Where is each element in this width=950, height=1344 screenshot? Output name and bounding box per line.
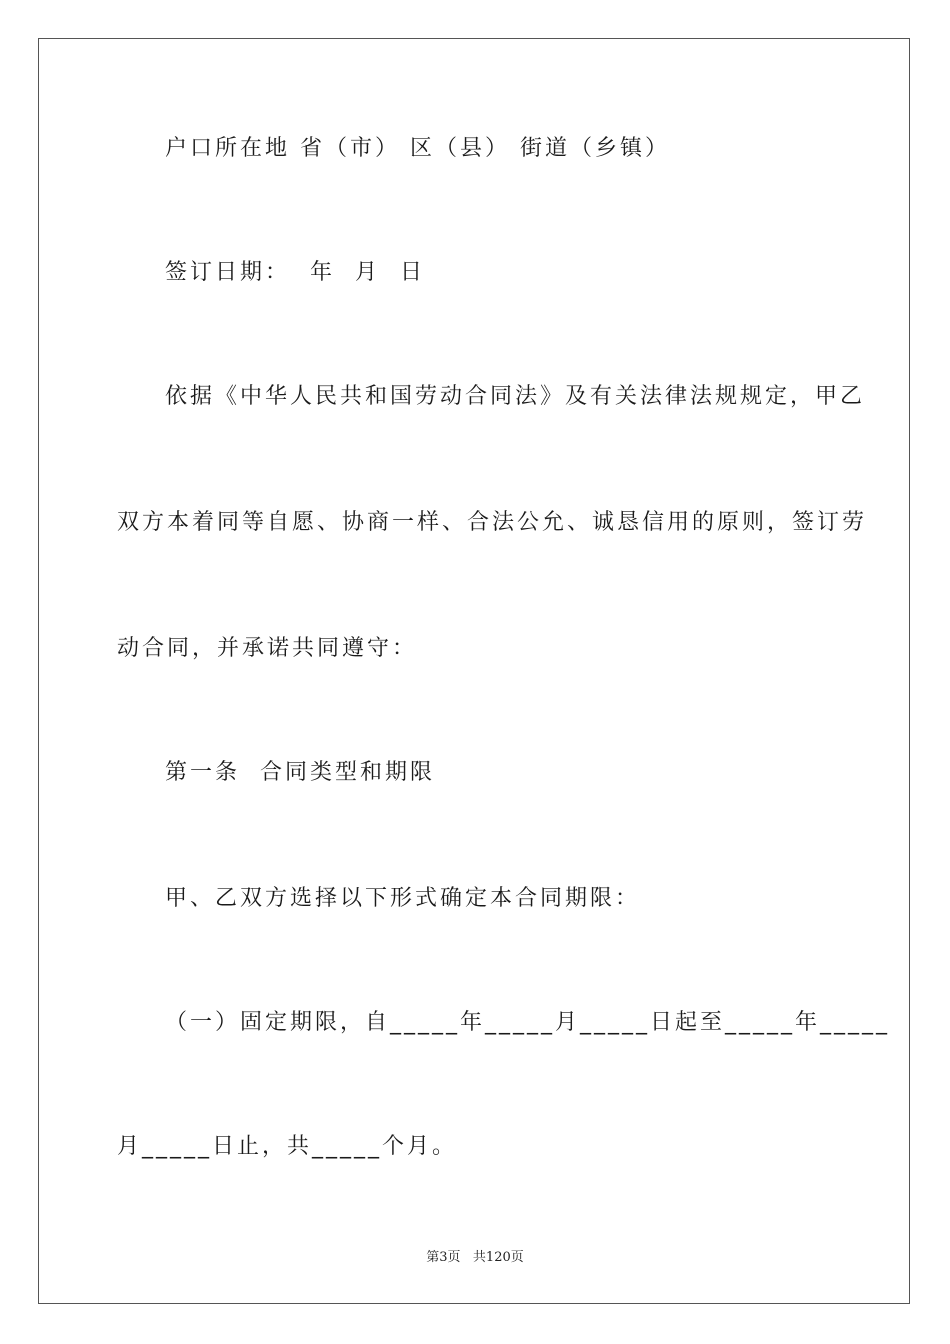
page-number-footer: 第3页 共120页 [426, 1250, 524, 1265]
fixed-term-line-1: （一）固定期限，自_____年_____月_____日起至_____年_____ [165, 1010, 891, 1035]
preamble-line-2: 双方本着同等自愿、协商一样、合法公允、诚恳信用的原则，签订劳 [117, 510, 868, 535]
signing-date-line: 签订日期： 年 月 日 [165, 260, 425, 285]
page-border [38, 38, 910, 1304]
household-registration-line: 户口所在地 省（市） 区（县） 街道（乡镇） [165, 136, 670, 161]
article-one-heading: 第一条 合同类型和期限 [165, 760, 435, 785]
preamble-line-3: 动合同，并承诺共同遵守： [117, 636, 418, 661]
preamble-line-1: 依据《中华人民共和国劳动合同法》及有关法律法规规定，甲乙 [165, 384, 866, 409]
term-selection-line: 甲、乙双方选择以下形式确定本合同期限： [165, 886, 641, 911]
fixed-term-line-2: 月_____日止，共_____个月。 [117, 1134, 458, 1159]
